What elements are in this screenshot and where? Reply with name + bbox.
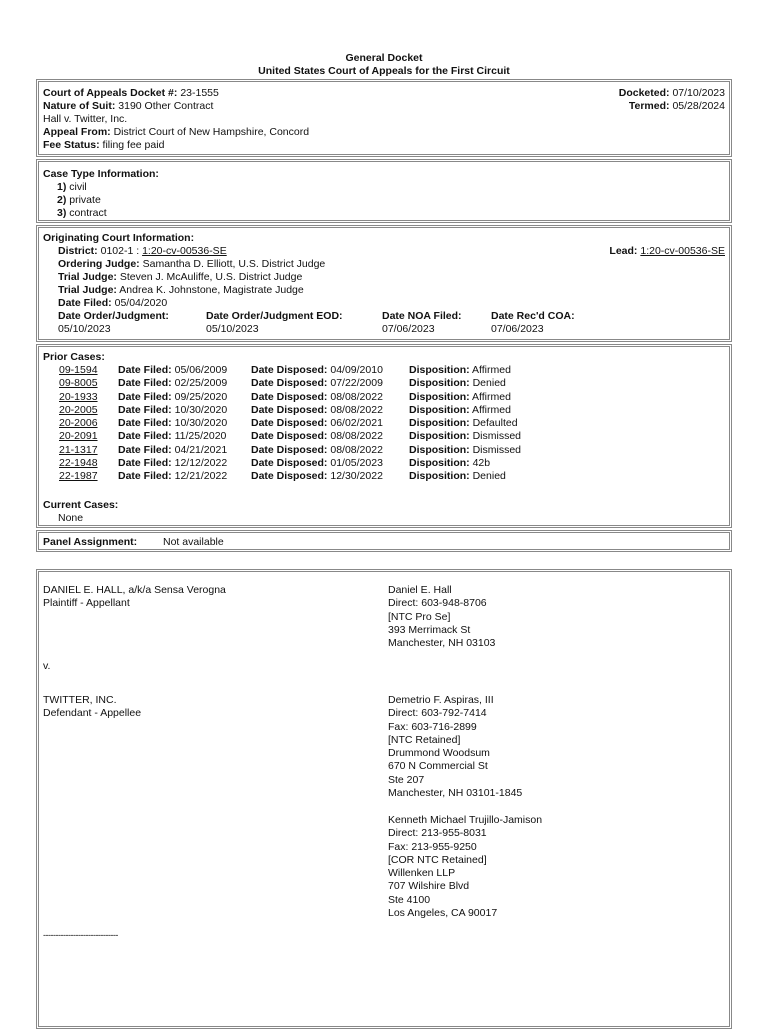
docket-title: General Docket [345,52,423,64]
date-order-label: Date Order/Judgment: [58,310,169,322]
prior-case-link[interactable]: 22-1948 [59,457,98,470]
table-row: 21-1317 Date Filed: 04/21/2021 Date Disposed: 08/08/2022 Disposition: Dismissed [59,443,522,456]
trial-judge-line: Trial Judge: Andrea K. Johnstone, Magistrate Judge [58,284,304,296]
lead-case-line: Lead: 1:20-cv-00536-SE [609,245,725,257]
trial-judge-line: Trial Judge: Steven J. McAuliffe, U.S. District Judge [58,271,303,283]
plaintiff-name: DANIEL E. HALL, a/k/a Sensa Verogna [43,584,226,596]
defendant-name: TWITTER, INC. [43,694,117,706]
defendant-counsel-1: Demetrio F. Aspiras, III Direct: 603-792-7414 Fax: 603-716-2899 [NTC Retained] Drummond Woodsum 670 N Commercial St Ste 207 Manchester, NH 03101-1845 [388,694,523,800]
appeal-from: District Court of New Hampshire, Concord [113,126,310,138]
table-row: 22-1987 Date Filed: 12/21/2022 Date Disposed: 12/30/2022 Disposition: Denied [59,470,506,483]
fee-status-line: Fee Status: filing fee paid [43,139,165,151]
date-order-eod-label: Date Order/Judgment EOD: [206,310,343,322]
case-type-panel [36,159,732,223]
docketed-line: Docketed: 07/10/2023 [618,87,725,99]
case-type-item: 2) private [57,194,101,206]
originating-heading: Originating Court Information: [43,232,195,244]
appeal-from-line: Appeal From: District Court of New Hampshire, Concord [43,126,310,138]
originating-court-panel [36,225,732,342]
case-type-heading: Case Type Information: [43,168,159,180]
defendant-role: Defendant - Appellee [43,707,142,719]
panel-assignment-panel [36,530,732,552]
prior-case-link[interactable]: 22-1987 [59,470,98,483]
plaintiff-counsel: Daniel E. Hall Direct: 603-948-8706 [NTC Pro Se] 393 Merrimack St Manchester, NH 03103 [388,584,496,650]
date-noa-label: Date NOA Filed: [382,310,462,322]
table-row: 09-1594 Date Filed: 05/06/2009 Date Disposed: 04/09/2010 Disposition: Affirmed [59,364,511,376]
docket-number: 23-1555 [180,87,219,99]
prior-case-link[interactable]: 09-8005 [59,377,98,390]
panel-assignment-label: Panel Assignment: [43,536,138,548]
party-separator: ------------------------------ [43,930,118,940]
district-line: District: 0102-1 : 1:20-cv-00536-SE [58,245,227,257]
date-noa-value: 07/06/2023 [382,323,435,335]
date-coa-value: 07/06/2023 [491,323,544,335]
date-order-eod-value: 05/10/2023 [206,323,259,335]
table-row: 09-8005 Date Filed: 02/25/2009 Date Disposed: 07/22/2009 Disposition: Denied [59,377,506,390]
docket-number-line: Court of Appeals Docket #: 23-1555 [43,87,219,99]
table-row: 20-1933 Date Filed: 09/25/2020 Date Disposed: 08/08/2022 Disposition: Affirmed [59,390,511,403]
prior-case-link[interactable]: 20-2091 [59,430,98,443]
termed-line: Termed: 05/28/2024 [628,100,725,112]
current-cases-heading: Current Cases: [43,499,119,511]
table-row: 20-2006 Date Filed: 10/30/2020 Date Disposed: 06/02/2021 Disposition: Defaulted [59,417,518,430]
table-row: 20-2005 Date Filed: 10/30/2020 Date Disposed: 08/08/2022 Disposition: Affirmed [59,403,511,416]
lead-case-link[interactable]: 1:20-cv-00536-SE [640,245,725,257]
case-info-panel [36,79,732,157]
versus-text: v. [43,660,51,672]
case-caption: Hall v. Twitter, Inc. [43,113,128,125]
prior-case-link[interactable]: 21-1317 [59,443,98,456]
district-case-link[interactable]: 1:20-cv-00536-SE [142,245,227,257]
court-name: United States Court of Appeals for the First Circuit [258,65,510,77]
date-order-value: 05/10/2023 [58,323,111,335]
date-filed-line: Date Filed: 05/04/2020 [58,297,168,309]
panel-assignment-value: Not available [163,536,224,548]
prior-cases-heading: Prior Cases: [43,351,105,363]
prior-case-link[interactable]: 20-2005 [59,403,98,416]
table-row: 20-2091 Date Filed: 11/25/2020 Date Disposed: 08/08/2022 Disposition: Dismissed [59,430,522,443]
current-cases-value: None [58,512,84,524]
table-row: 22-1948 Date Filed: 12/12/2022 Date Disposed: 01/05/2023 Disposition: 42b [59,457,491,470]
parties-panel [36,569,732,1029]
prior-cases-table [59,364,719,484]
plaintiff-role: Plaintiff - Appellant [43,597,130,609]
docketed-date: 07/10/2023 [672,87,725,99]
nature-of-suit-line: Nature of Suit: 3190 Other Contract [43,100,214,112]
case-type-item: 1) civil [57,181,87,193]
nature-of-suit: 3190 Other Contract [118,100,214,112]
prior-case-link[interactable]: 20-2006 [59,417,98,430]
date-coa-label: Date Rec'd COA: [491,310,575,322]
termed-date: 05/28/2024 [672,100,725,112]
fee-status: filing fee paid [102,139,165,151]
case-type-item: 3) contract [57,207,107,219]
prior-case-link[interactable]: 09-1594 [59,364,98,376]
prior-case-link[interactable]: 20-1933 [59,390,98,403]
ordering-judge-line: Ordering Judge: Samantha D. Elliott, U.S. District Judge [58,258,326,270]
prior-cases-panel [36,344,732,528]
defendant-counsel-2: Kenneth Michael Trujillo-Jamison Direct: 213-955-8031 Fax: 213-955-9250 [COR NTC Retained] Willenken LLP 707 Wilshire Blvd Ste 4100 Los Angeles, CA 90017 [388,814,543,920]
